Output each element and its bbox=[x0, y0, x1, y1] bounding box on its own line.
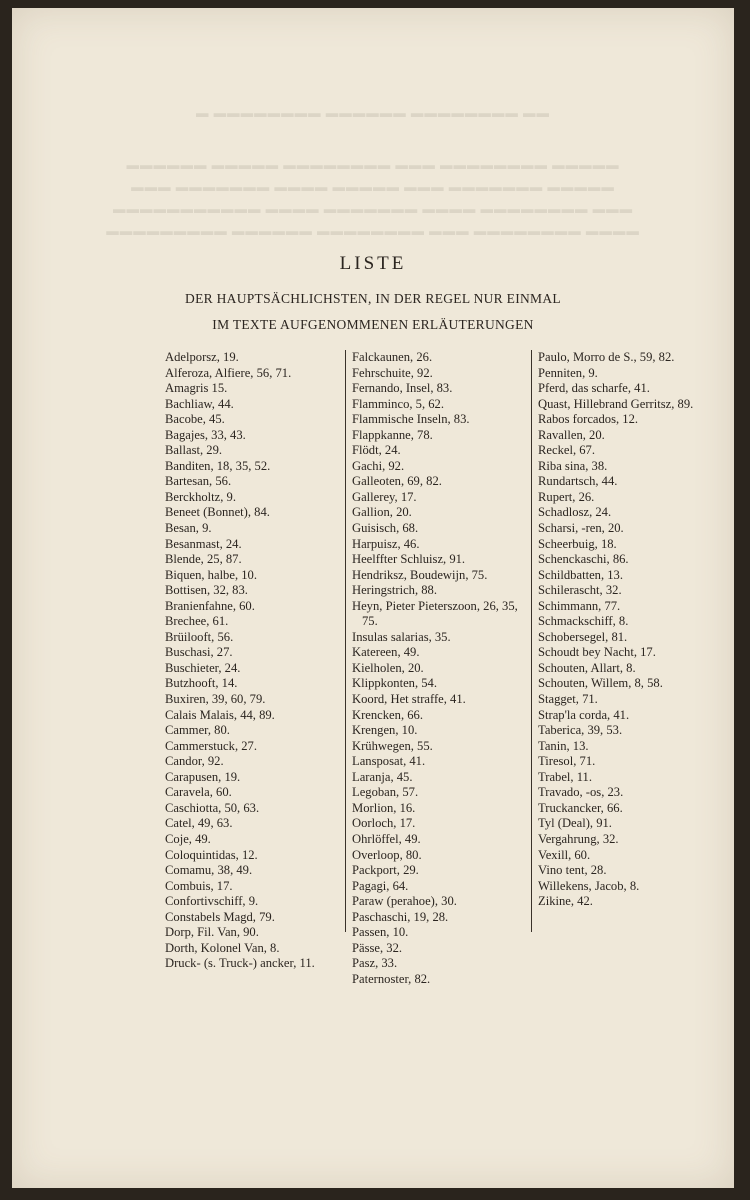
glossary-entry: Blende, 25, 87. bbox=[165, 552, 242, 567]
glossary-entry: Insulas salarias, 35. bbox=[352, 629, 451, 644]
glossary-entry: Trabel, 11. bbox=[538, 769, 592, 784]
glossary-entry: Ravallen, 20. bbox=[538, 427, 605, 442]
glossary-entry: Cammer, 80. bbox=[165, 723, 230, 738]
glossary-entry: Besan, 9. bbox=[165, 521, 212, 536]
glossary-entry: Comamu, 38, 49. bbox=[165, 863, 253, 878]
glossary-entry: Buschieter, 24. bbox=[165, 660, 241, 675]
glossary-entry: Tyl (Deal), 91. bbox=[538, 816, 612, 831]
glossary-entry: Heringstrich, 88. bbox=[352, 583, 437, 598]
glossary-entry: Beneet (Bonnet), 84. bbox=[165, 505, 270, 520]
glossary-entry: Schenckaschi, 86. bbox=[538, 552, 629, 567]
glossary-entry: Flödt, 24. bbox=[352, 443, 401, 458]
bleed-through-line: ▬ ▬▬▬▬▬▬▬▬ ▬▬▬▬▬▬ ▬▬▬▬▬▬▬▬ ▬▬ bbox=[196, 106, 550, 120]
glossary-entry: Buxiren, 39, 60, 79. bbox=[165, 692, 266, 707]
glossary-entry: Truckancker, 66. bbox=[538, 800, 623, 815]
glossary-entry: Bottisen, 32, 83. bbox=[165, 583, 248, 598]
glossary-column-2 bbox=[345, 350, 531, 986]
glossary-entry: Schimmann, 77. bbox=[538, 598, 621, 613]
glossary-entry: Pasz, 33. bbox=[352, 956, 398, 971]
glossary-entry: Quast, Hillebrand Gerritsz, 89. bbox=[538, 396, 694, 411]
glossary-entry: Rundartsch, 44. bbox=[538, 474, 618, 489]
page-subtitle-line-2: IM TEXTE AUFGENOMMENEN ERLÄUTERUNGEN bbox=[212, 317, 534, 332]
glossary-entry: Strap'la corda, 41. bbox=[538, 707, 630, 722]
glossary-entry: Heelffter Schluisz, 91. bbox=[352, 552, 466, 567]
glossary-entry: Adelporsz, 19. bbox=[165, 350, 239, 364]
glossary-entry: Brechee, 61. bbox=[165, 614, 229, 629]
glossary-entry: Fehrschuite, 92. bbox=[352, 365, 433, 380]
glossary-entry: Riba sina, 38. bbox=[538, 458, 608, 473]
glossary-entry: Candor, 92. bbox=[165, 754, 224, 769]
glossary-entry: Gachi, 92. bbox=[352, 458, 405, 473]
glossary-entry: Penniten, 9. bbox=[538, 365, 598, 380]
glossary-entry: Schilerascht, 32. bbox=[538, 583, 622, 598]
glossary-entry: Morlion, 16. bbox=[352, 800, 416, 815]
glossary-entry: Guisisch, 68. bbox=[352, 521, 419, 536]
glossary-entry: Oorloch, 17. bbox=[352, 816, 416, 831]
glossary-entry: Calais Malais, 44, 89. bbox=[165, 707, 275, 722]
glossary-entry: Koord, Het straffe, 41. bbox=[352, 692, 466, 707]
glossary-entry: Vergahrung, 32. bbox=[538, 831, 619, 846]
glossary-entry: Paraw (perahoe), 30. bbox=[352, 894, 457, 909]
glossary-entry: Krühwegen, 55. bbox=[352, 738, 433, 753]
bleed-through-line: ▬▬▬ ▬▬▬▬▬▬▬ ▬▬▬▬ ▬▬▬▬▬ ▬▬▬ ▬▬▬▬▬▬▬ ▬▬▬▬▬ bbox=[131, 180, 615, 194]
glossary-entry: Rupert, 26. bbox=[538, 489, 595, 504]
glossary-entry: Legoban, 57. bbox=[352, 785, 419, 800]
glossary-entry: Vexill, 60. bbox=[538, 847, 591, 862]
glossary-entry: Cammerstuck, 27. bbox=[165, 738, 257, 753]
glossary-entry: Taberica, 39, 53. bbox=[538, 723, 623, 738]
glossary-entry: Kielholen, 20. bbox=[352, 660, 424, 675]
glossary-entry: Flamminco, 5, 62. bbox=[352, 396, 444, 411]
glossary-entry: Combuis, 17. bbox=[165, 878, 233, 893]
glossary-entry: Klippkonten, 54. bbox=[352, 676, 438, 691]
glossary-entry: Butzhooft, 14. bbox=[165, 676, 238, 691]
glossary-entry: Gallion, 20. bbox=[352, 505, 412, 520]
glossary-entry: Schouten, Willem, 8, 58. bbox=[538, 676, 663, 691]
glossary-entry: Schobersegel, 81. bbox=[538, 629, 628, 644]
glossary-entry: Schoudt bey Nacht, 17. bbox=[538, 645, 656, 660]
glossary-entry: Coje, 49. bbox=[165, 831, 211, 846]
glossary-entry: Katereen, 49. bbox=[352, 645, 420, 660]
glossary-entry: Schouten, Allart, 8. bbox=[538, 660, 636, 675]
glossary-entry: Scheerbuig, 18. bbox=[538, 536, 617, 551]
glossary-entry: Krengen, 10. bbox=[352, 723, 418, 738]
glossary-entry: Tanin, 13. bbox=[538, 738, 589, 753]
glossary-entry: Tiresol, 71. bbox=[538, 754, 596, 769]
glossary-entry: Flappkanne, 78. bbox=[352, 427, 433, 442]
glossary-entry: Krencken, 66. bbox=[352, 707, 423, 722]
glossary-entry: Paulo, Morro de S., 59, 82. bbox=[538, 350, 675, 364]
glossary-entry: Amagris 15. bbox=[165, 381, 228, 396]
glossary-entry: Galleoten, 69, 82. bbox=[352, 474, 442, 489]
glossary-entry: Schmackschiff, 8. bbox=[538, 614, 629, 629]
glossary-entry: Hendriksz, Boudewijn, 75. bbox=[352, 567, 488, 582]
glossary-entry: Zikine, 42. bbox=[538, 894, 593, 909]
glossary-entry: Ballast, 29. bbox=[165, 443, 223, 458]
glossary-entry: Flammische Inseln, 83. bbox=[352, 412, 470, 427]
glossary-entry: Fernando, Insel, 83. bbox=[352, 381, 453, 396]
glossary-entry: Bacobe, 45. bbox=[165, 412, 225, 427]
bleed-through-line: ▬▬▬▬▬▬ ▬▬▬▬▬ ▬▬▬▬▬▬▬▬ ▬▬▬ ▬▬▬▬▬▬▬▬ ▬▬▬▬▬ bbox=[126, 158, 620, 172]
glossary-entry: Pässe, 32. bbox=[352, 940, 403, 955]
glossary-entry: Willekens, Jacob, 8. bbox=[538, 878, 640, 893]
glossary-entry: Branienfahne, 60. bbox=[165, 598, 255, 613]
page-subtitle-line-1: DER HAUPTSÄCHLICHSTEN, IN DER REGEL NUR EINMAL bbox=[185, 291, 561, 306]
glossary-entry: Caschiotta, 50, 63. bbox=[165, 800, 260, 815]
glossary-entry: Dorp, Fil. Van, 90. bbox=[165, 925, 259, 940]
glossary-entry: Vino tent, 28. bbox=[538, 863, 607, 878]
glossary-entry: Overloop, 80. bbox=[352, 847, 422, 862]
glossary-entry: Gallerey, 17. bbox=[352, 489, 417, 504]
glossary-entry: Travado, -os, 23. bbox=[538, 785, 624, 800]
glossary-entry: Caravela, 60. bbox=[165, 785, 232, 800]
glossary-entry: Constabels Magd, 79. bbox=[165, 909, 275, 924]
bleed-through-line: ▬▬▬▬▬▬▬▬▬ ▬▬▬▬▬▬ ▬▬▬▬▬▬▬▬ ▬▬▬ ▬▬▬▬▬▬▬▬ ▬▬▬▬ bbox=[106, 224, 640, 238]
glossary-entry: Scharsi, -ren, 20. bbox=[538, 521, 624, 536]
glossary-entry: Ohrlöffel, 49. bbox=[352, 831, 421, 846]
glossary-entry: Passen, 10. bbox=[352, 925, 409, 940]
glossary-columns bbox=[165, 350, 733, 986]
glossary-entry: Reckel, 67. bbox=[538, 443, 596, 458]
glossary-entry: Buschasi, 27. bbox=[165, 645, 233, 660]
glossary-entry: Lansposat, 41. bbox=[352, 754, 426, 769]
book-page bbox=[12, 8, 734, 1188]
bleed-through-line: ▬▬▬▬▬▬▬▬▬▬▬ ▬▬▬▬ ▬▬▬▬▬▬▬ ▬▬▬▬ ▬▬▬▬▬▬▬▬ ▬▬▬ bbox=[112, 202, 634, 216]
glossary-entry: Bagajes, 33, 43. bbox=[165, 427, 246, 442]
glossary-entry: Pagagi, 64. bbox=[352, 878, 409, 893]
glossary-entry: Banditen, 18, 35, 52. bbox=[165, 458, 271, 473]
glossary-entry: Berckholtz, 9. bbox=[165, 489, 236, 504]
glossary-entry: Catel, 49, 63. bbox=[165, 816, 233, 831]
glossary-entry: Schildbatten, 13. bbox=[538, 567, 623, 582]
glossary-entry: Dorth, Kolonel Van, 8. bbox=[165, 940, 280, 955]
glossary-entry: Paternoster, 82. bbox=[352, 971, 431, 986]
glossary-entry: Druck- (s. Truck-) ancker, 11. bbox=[165, 956, 315, 971]
glossary-entry: Stagget, 71. bbox=[538, 692, 598, 707]
glossary-entry: Alferoza, Alfiere, 56, 71. bbox=[165, 365, 292, 380]
glossary-entry: Falckaunen, 26. bbox=[352, 350, 433, 364]
glossary-entry: Paschaschi, 19, 28. bbox=[352, 909, 449, 924]
glossary-entry: Heyn, Pieter Pieterszoon, 26, 35, 75. bbox=[352, 598, 518, 629]
page-title: LISTE bbox=[339, 253, 407, 274]
glossary-entry: Pferd, das scharfe, 41. bbox=[538, 381, 650, 396]
glossary-entry: Bartesan, 56. bbox=[165, 474, 232, 489]
glossary-entry: Bachliaw, 44. bbox=[165, 396, 234, 411]
glossary-column-3 bbox=[531, 350, 719, 932]
glossary-entry: Confortivschiff, 9. bbox=[165, 894, 259, 909]
glossary-entry: Packport, 29. bbox=[352, 863, 419, 878]
glossary-entry: Schadlosz, 24. bbox=[538, 505, 612, 520]
glossary-entry: Coloquintidas, 12. bbox=[165, 847, 258, 862]
glossary-entry: Carapusen, 19. bbox=[165, 769, 241, 784]
glossary-entry: Harpuisz, 46. bbox=[352, 536, 420, 551]
glossary-entry: Laranja, 45. bbox=[352, 769, 413, 784]
glossary-entry: Rabos forcados, 12. bbox=[538, 412, 639, 427]
glossary-entry: Besanmast, 24. bbox=[165, 536, 242, 551]
glossary-entry: Biquen, halbe, 10. bbox=[165, 567, 257, 582]
glossary-column-1 bbox=[165, 350, 345, 971]
glossary-entry: Brüilooft, 56. bbox=[165, 629, 234, 644]
